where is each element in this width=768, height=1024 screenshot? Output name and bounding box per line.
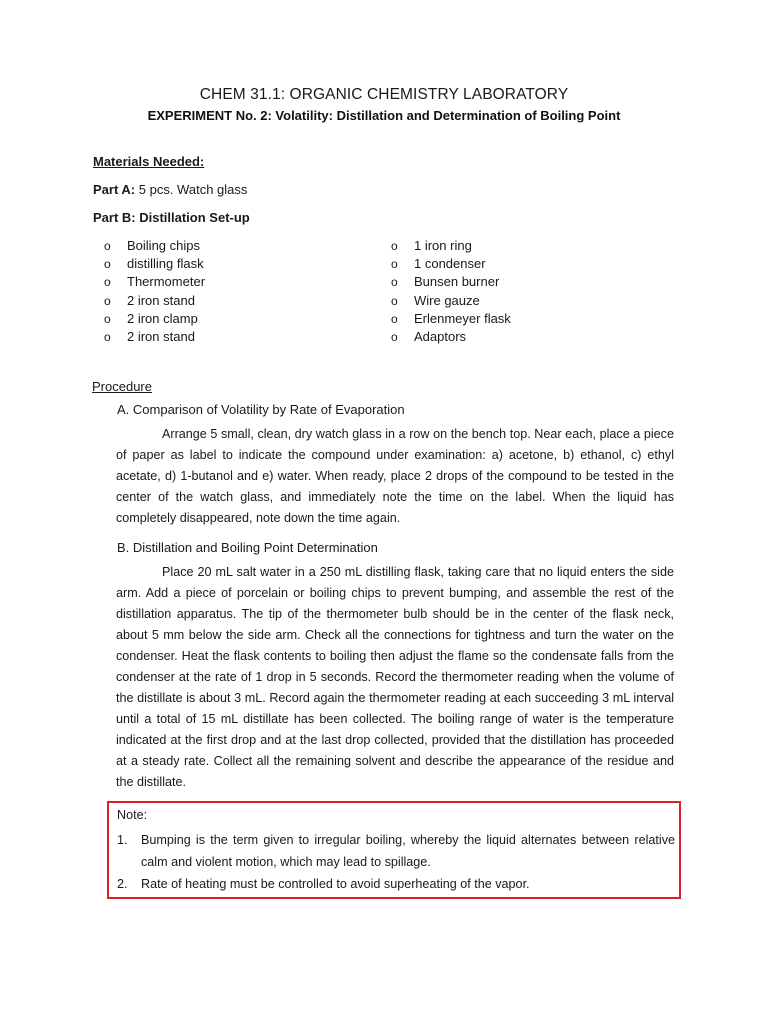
section-a-paragraph: Arrange 5 small, clean, dry watch glass in a row on the bench top. Near each, place a piece of paper as label to indicate the compound under examination: a) acetone, b) ethanol, c) ethyl acetate, d) 1-butanol and e) water. When ready, place 2 drops of the compound to be tested in the center of the watch glass, and immediately note the time on the label. When the liquid has completely disappeared, note down the time again.: [116, 427, 674, 525]
bullet-icon: o: [104, 275, 111, 290]
bullet-icon: o: [104, 311, 111, 326]
materials-heading: Materials Needed:: [93, 154, 205, 169]
section-b-title: B. Distillation and Boiling Point Determination: [117, 540, 378, 555]
page-title: CHEM 31.1: ORGANIC CHEMISTRY LABORATORY: [199, 86, 569, 103]
section-b-paragraph: Place 20 mL salt water in a 250 mL distilling flask, taking care that no liquid enters the side arm. Add a piece of porcelain or boiling chips to prevent bumping, and assemble the rest of the distillation apparatus. The tip of the thermometer bulb should be in the center of the flask neck, about 5 mm below the side arm. Check all the connections for tightness and turn the water on the condenser. Heat the flask contents to boiling then adjust the flame so the condensate falls from the condenser at the rate of 1 drop in 5 seconds. Record the thermometer reading when the volume of the distillate is about 3 mL. Record again the thermometer reading at each succeeding 3 mL interval until a total of 15 mL distillate has been collected. The boiling range of water is the temperature indicated at the first drop and at the last drop collected, provided that the distillation has proceeded at a steady rate. Collect all the remaining solvent and describe the appearance of the residue and the distillate.: [116, 565, 674, 789]
note-number: 2.: [117, 877, 128, 891]
note-text: Rate of heating must be controlled to avoid superheating of the vapor.: [141, 877, 530, 891]
bullet-icon: o: [391, 329, 398, 344]
bullet-icon: o: [391, 239, 398, 253]
experiment-subtitle: EXPERIMENT No. 2: Volatility: Distillation and Determination of Boiling Point: [147, 108, 621, 123]
procedure-heading: Procedure: [92, 379, 152, 394]
part-a-line: [93, 182, 247, 197]
part-a-label: Part A:: [93, 182, 136, 197]
note-number: 1.: [117, 833, 128, 847]
note-item: [117, 873, 675, 895]
section-a-title: A. Comparison of Volatility by Rate of Evaporation: [117, 402, 405, 417]
note-title: Note:: [117, 808, 148, 822]
note-item: [117, 829, 675, 873]
bullet-icon: o: [391, 257, 398, 272]
bullet-icon: o: [391, 293, 398, 308]
bullet-icon: o: [391, 311, 398, 326]
document-page: CHEM 31.1: ORGANIC CHEMISTRY LABORATORY EXPERIMENT No. 2: Volatility: Distillation and Determination of Boiling Point Materials Needed: Part A: 5 pcs. Watch glass Part B: Distillation Set-up o Boiling chips o distilling flask o Thermometer o 2 iron stand o 2 iron clamp o 2 iron stand o 1 iron ring o 1 condenser o Bunsen burner o Wire gauze o Erlenmeyer flask o Adaptors Procedure A. Comparison of Volatility by Rate of Evaporation Arrange 5 small, clean, dry watch glass in a row on the bench top. Near each, place a piece of paper as label to indicate the compound under examination: a) acetone, b) ethanol, c) ethyl acetate, d) 1-butanol and e) water. When ready, place 2 drops of the compound to be tested in the center of the watch glass, and immediately note the time on the label. When the liquid has completely disappeared, note down the time again. B. Distillation and Boiling Point Determination Place 20 mL salt water in a 250 mL distilling flask, taking care that no liquid enters the side arm. Add a piece of porcelain or boiling chips to prevent bumping, and assemble the rest of the distillation apparatus. The tip of the thermometer bulb should be in the center of the flask neck, about 5 mm below the side arm. Check all the connections for tightness and turn the water on the condenser. Heat the flask contents to boiling then adjust the flame so the condensate falls from the condenser at the rate of 1 drop in 5 seconds. Record the thermometer reading when the volume of the distillate is about 3 mL. Record again the thermometer reading at each succeeding 3 mL interval until a total of 15 mL distillate has been collected. The boiling range of water is the temperature indicated at the first drop and at the last drop collected, provided that the distillation has proceeded at a steady rate. Collect all the remaining solvent and describe the appearance of the residue and the distillate. Note: 1. Bumping is the term given to irregular boiling, whereby the liquid alternates between relative calm and violent motion, which may lead to spillage. 2. Rate of heating must be controlled to avoid superheating of the vapor.: [0, 0, 768, 1024]
bullet-icon: o: [104, 293, 111, 308]
bullet-icon: o: [104, 329, 111, 344]
bullet-icon: o: [104, 239, 111, 253]
bullet-icon: o: [104, 257, 111, 272]
note-box: [107, 801, 681, 899]
bullet-icon: o: [391, 275, 398, 290]
part-a-text: 5 pcs. Watch glass: [138, 182, 248, 197]
note-text: Bumping is the term given to irregular boiling, whereby the liquid alternates between relative calm and violent motion, which may lead to spillage.: [141, 833, 675, 869]
note-list: [117, 829, 675, 895]
part-b-heading: Part B: Distillation Set-up: [93, 210, 250, 225]
